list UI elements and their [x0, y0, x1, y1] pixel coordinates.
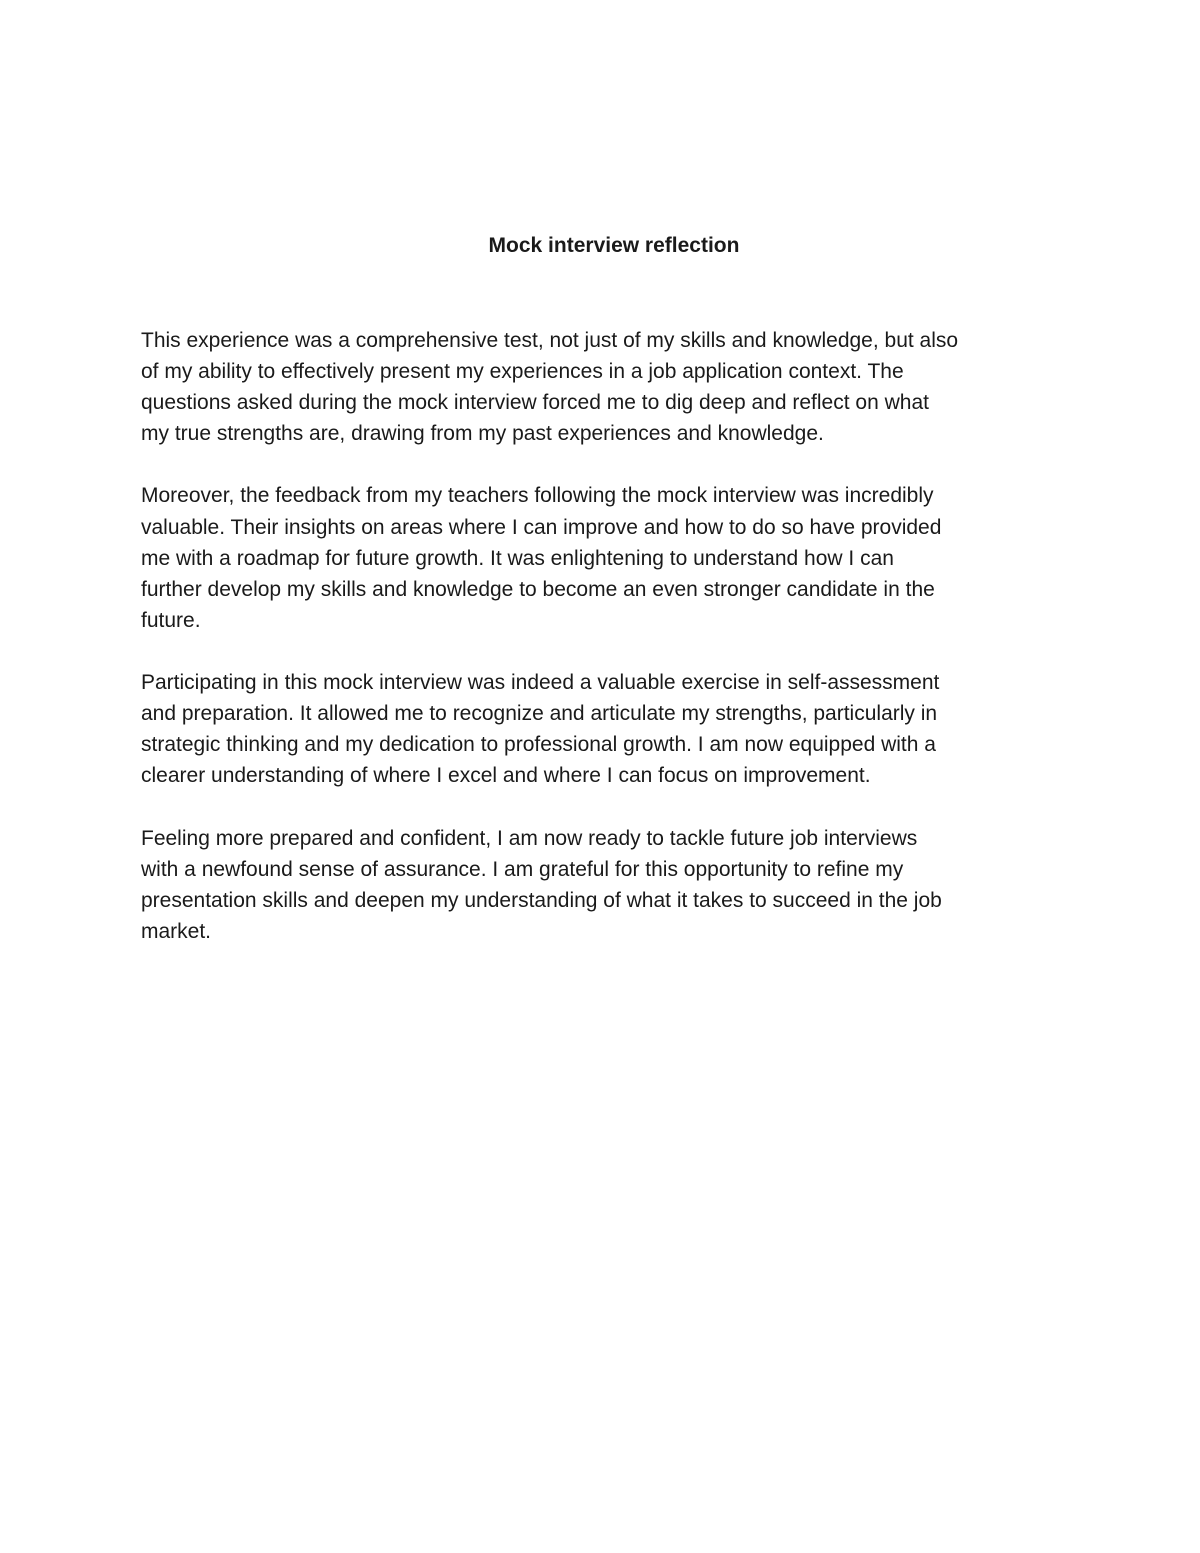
paragraph-line: clearer understanding of where I excel and where I can focus on improvement.: [141, 764, 871, 788]
paragraph-line: presentation skills and deepen my understanding of what it takes to succeed in the job: [141, 888, 942, 912]
paragraph-line: and preparation. It allowed me to recognize and articulate my strengths, particularly in: [141, 702, 938, 726]
paragraph-line: Participating in this mock interview was indeed a valuable exercise in self-assessment: [141, 671, 940, 695]
paragraph-line: further develop my skills and knowledge to become an even stronger candidate in the: [141, 577, 935, 601]
paragraph-line: Moreover, the feedback from my teachers following the mock interview was incredibly: [141, 484, 934, 508]
paragraph-line: valuable. Their insights on areas where I can improve and how to do so have provided: [141, 515, 942, 539]
paragraph-2: [141, 480, 1071, 635]
paragraph-line: my true strengths are, drawing from my past experiences and knowledge.: [141, 422, 824, 446]
paragraph-line: questions asked during the mock interview forced me to dig deep and reflect on what: [141, 391, 929, 415]
paragraph-line: market.: [141, 919, 212, 943]
paragraph-line: me with a roadmap for future growth. It was enlightening to understand how I can: [141, 546, 894, 570]
document-body: [141, 325, 1071, 978]
paragraph-line: of my ability to effectively present my experiences in a job application context. The: [141, 360, 904, 384]
paragraph-1: [141, 325, 1071, 449]
paragraph-3: [141, 667, 1071, 791]
paragraph-line: This experience was a comprehensive test, not just of my skills and knowledge, but also: [141, 329, 959, 352]
paragraph-line: strategic thinking and my dedication to professional growth. I am now equipped with a: [141, 733, 936, 757]
paragraph-4: [141, 823, 1071, 947]
paragraph-line: Feeling more prepared and confident, I am now ready to tackle future job interviews: [141, 826, 918, 850]
page-title: Mock interview reflection: [488, 234, 740, 257]
paragraph-line: with a newfound sense of assurance. I am grateful for this opportunity to refine my: [141, 857, 904, 881]
paragraph-line: future.: [141, 608, 201, 632]
